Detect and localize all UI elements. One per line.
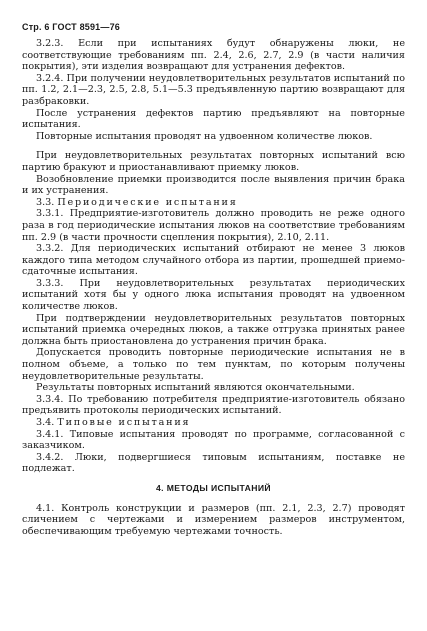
paragraph-partial-repeat: Допускается проводить повторные периодические испытания не в полном объеме, а только по тем пунктам, по которым получены неудовлетворительные результаты. [22,347,405,382]
paragraph-reject-batch: При неудовлетворительных результатах повторных испытаний всю партию бракуют и приостанавливают приемку люков. [22,150,405,173]
paragraph-3-4-1: 3.4.1. Типовые испытания проводят по программе, согласованной с заказчиком. [22,428,405,452]
paragraph-repeat-tests: Повторные испытания проводят на удвоенном количестве люков. [36,130,373,142]
paragraph-3-2-3: 3.2.3. Если при испытаниях будут обнаружены люки, не соответствующие требованиям пп. 2.4, 2.6, 2.7, 2.9 (в части наличия покрытия), эти изделия возвращают для устранения дефектов. [22,38,405,73]
paragraph-3-2-4: 3.2.4. При получении неудовлетворительных результатов испытаний по пп. 1.2, 2.1—2.3, 2.5, 2.8, 5.1—5.3 предъявленную партию возвращают для разбраковки. [22,72,405,107]
paragraph-4-1: 4.1. Контроль конструкции и размеров (пп. 2.1, 2.3, 2.7) проводят сличением с чертежами и измерением размеров инструментом, обеспечивающим требуемую чертежами точность. [22,502,405,537]
subsection-3-3-number: 3.3. [36,196,55,208]
subsection-3-3-title: Периодические испытания [57,196,238,208]
paragraph-3-3-4: 3.3.4. По требованию потребителя предприятие-изготовитель обязано предъявить протоколы периодических испытаний. [22,393,405,417]
paragraph-3-3-2: 3.3.2. Для периодических испытаний отбирают не менее 3 люков каждого типа методом случайного отбора из партии, прошедшей приемо-сдаточные испытания. [22,243,405,278]
paragraph-3-3-1: 3.3.1. Предприятие-изготовитель должно проводить не реже одного раза в год периодические испытания люков на соответствие требованиям пп. 2.9 (в части прочности сцепления покрытия), 2.10, 2.11. [22,208,405,243]
page-header: Стр. 6 ГОСТ 8591—76 [22,22,121,32]
paragraph-confirmation: При подтверждении неудовлетворительных результатов повторных испытаний приемка очередных люков, а также отгрузка принятых ранее должна быть приостановлена до устранения причин брака. [22,312,405,347]
subsection-3-4-title: Типовые испытания [57,417,191,428]
document-body [22,38,405,537]
subsection-3-3-heading [22,197,405,209]
paragraph-final-results: Результаты повторных испытаний являются окончательными. [36,382,355,394]
subsection-3-4-number: 3.4. [36,417,55,428]
paragraph-after-fix: После устранения дефектов партию предъявляют на повторные испытания. [22,107,405,131]
paragraph-resume-acceptance: Возобновление приемки производится после выявления причин брака и их устранения. [22,173,405,197]
section-4-heading: 4. МЕТОДЫ ИСПЫТАНИЙ [155,482,272,493]
paragraph-3-4-2: 3.4.2. Люки, подвергшиеся типовым испытаниям, поставке не подлежат. [22,451,405,475]
paragraph-3-3-3: 3.3.3. При неудовлетворительных результатах периодических испытаний хотя бы у одного люка испытания проводят на удвоенном количестве люков. [22,277,405,313]
subsection-3-4-heading [22,417,405,429]
spacer [22,142,405,150]
